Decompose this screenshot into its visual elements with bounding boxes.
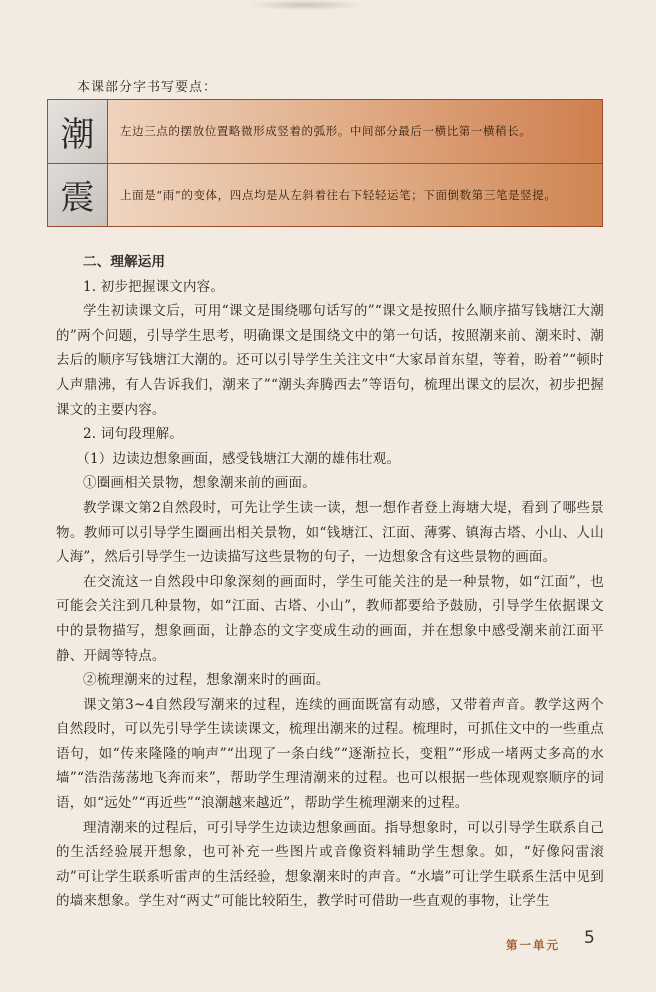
- paragraph: 理清潮来的过程后，可引导学生边读边想象画面。指导想象时，可以引导学生联系自己的生活经验展开想象，也可补充一些图片或音像资料辅助学生想象。如，“好像闷雷滚动”可让学生联系听雷声的生活经验，想象潮来时的声音。“水墙”可让学生联系生活中见到的墙来想象。学生对“两丈”可能比较陌生，教学时可借助一些直观的事物，让学生: [56, 819, 604, 910]
- paragraph: 在交流这一自然段中印象深刻的画面时，学生可能关注的是一种景物，如“江面”，也可能会关注到几种景物，如“江面、古塔、小山”，教师都要给予鼓励，引导学生依据课文中的景物描写，想象画面，让静态的文字变成生动的画面，并在想象中感受潮来前江面平静、开阔等特点。: [56, 573, 604, 664]
- paragraph: 教学课文第2自然段时，可先让学生读一读，想一想作者登上海塘大堤，看到了哪些景物。教师可以引导学生圈画出相关景物，如“钱塘江、江面、薄雾、镇海古塔、小山、人山人海”，然后引导学生一边读描写这些景物的句子，一边想象含有这些景物的画面。: [56, 499, 604, 566]
- char-row-chao: [48, 100, 602, 163]
- char-row-zhen: [48, 163, 602, 227]
- footer-unit-label: 第一单元: [506, 938, 560, 952]
- char-cell: 潮: [48, 100, 108, 163]
- page-number: 5: [584, 928, 595, 948]
- section-title: 二、理解运用: [83, 254, 166, 270]
- paragraph: 课文第3~4自然段写潮来的过程，连续的画面既富有动感，又带着声音。教学这两个自然段时，可以先引导学生读读课文，梳理出潮来的过程。梳理时，可抓住文中的一些重点语句，如“传来隆隆的响声”“出现了一条白线”“逐渐拉长，变粗”“形成一堵两丈多高的水墙”“浩浩荡荡地飞奔而来”，帮助学生理清潮来的过程。也可以根据一些体现观察顺序的词语，如“远处”“再近些”“浪潮越来越近”，帮助学生梳理潮来的过程。: [56, 696, 604, 812]
- char-desc: 上面是“雨”的变体，四点均是从左斜着往右下轻轻运笔；下面倒数第三笔是竖提。: [108, 164, 602, 227]
- main-content: [56, 250, 604, 914]
- char-cell: 震: [48, 164, 108, 227]
- char-desc: 左边三点的摆放位置略微形成竖着的弧形。中间部分最后一横比第一横稍长。: [108, 100, 602, 163]
- character-writing-table: [47, 99, 603, 227]
- list-item: 2. 词句段理解。: [83, 426, 183, 443]
- table-intro: 本课部分字书写要点：: [77, 80, 218, 95]
- scan-shadow: [250, 0, 360, 10]
- paragraph: 学生初读课文后，可用“课文是围绕哪句话写的”“课文是按照什么顺序描写钱塘江大潮的”两个问题，引导学生思考，明确课文是围绕文中的第一句话，按照潮来前、潮来时、潮去后的顺序写钱塘江大潮的。还可以引导学生关注文中“大家昂首东望，等着，盼着”“顿时人声鼎沸，有人告诉我们，潮来了”“潮头奔腾西去”等语句，梳理出课文的层次，初步把握课文的主要内容。: [56, 303, 604, 418]
- list-item: 1. 初步把握课文内容。: [83, 278, 225, 295]
- list-item: （1）边读边想象画面，感受钱塘江大潮的雄伟壮观。: [76, 450, 401, 467]
- list-item: ②梳理潮来的过程，想象潮来时的画面。: [83, 672, 330, 689]
- list-item: ①圈画相关景物，想象潮来前的画面。: [83, 475, 316, 492]
